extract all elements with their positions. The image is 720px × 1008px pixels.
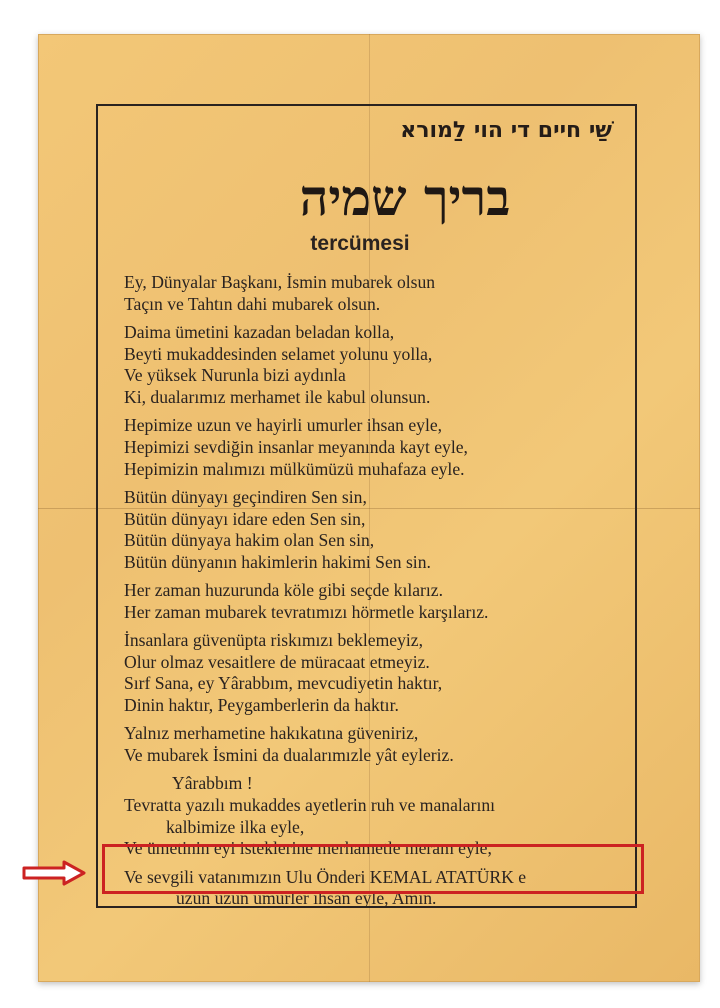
highlighted-line: Ve sevgili vatanımızın Ulu Önderi KEMAL ATATÜRK e	[124, 866, 527, 887]
prayer-text	[124, 272, 630, 916]
verse-line: Ve yüksek Nurunla bizi aydınla	[124, 365, 346, 386]
closing-line: Ve ümetinin eyi isteklerine merhametle meram eyle,	[124, 838, 492, 859]
verse-line: Her zaman huzurunda köle gibi seçde kılarız.	[124, 580, 443, 601]
stanza	[124, 487, 630, 574]
verse-line: Bütün dünyayı idare eden Sen sin,	[124, 508, 366, 529]
right-arrow-icon	[22, 860, 88, 886]
verse-line: Bütün dünyanın hakimlerin hakimi Sen sin.	[124, 551, 431, 572]
stanza	[124, 322, 630, 409]
verse-line: Yalnız merhametine hakıkatına güveniriz,	[124, 723, 419, 744]
hebrew-header-line: שַׁי חיים די הוי לַמורא	[400, 118, 612, 143]
closing-line: kalbimize ilka eyle,	[166, 816, 305, 837]
verse-line: Ve mubarek İsmini da dualarımızle yât eyleriz.	[124, 745, 454, 766]
verse-line: Hepimizin malımızı mülkümüzü muhafaza eyle.	[124, 458, 465, 479]
verse-line: Daima ümetini kazadan beladan kolla,	[124, 321, 395, 342]
highlight-box	[102, 844, 644, 894]
stanza	[124, 580, 630, 623]
verse-line: Her zaman mubarek tevratımızı hörmetle karşılarız.	[124, 601, 489, 622]
highlighted-line: uzun uzun umurler ihsan eyle, Amin.	[176, 888, 437, 909]
verse-line: Beyti mukaddesinden selamet yolunu yolla,	[124, 343, 433, 364]
verse-line: İnsanlara güvenüpta riskımızı beklemeyiz,	[124, 630, 423, 651]
verse-line: Ey, Dünyalar Başkanı, İsmin mubarek olsun	[124, 272, 436, 292]
closing-invocation: Yârabbım !	[172, 773, 253, 794]
stanza	[124, 723, 630, 766]
stanza	[124, 272, 630, 315]
stanza	[124, 415, 630, 480]
verse-line: Sırf Sana, ey Yârabbım, mevcudiyetin haktır,	[124, 673, 443, 694]
verse-line: Hepimizi sevdiğin insanlar meyanında kayt eyle,	[124, 436, 468, 457]
verse-line: Bütün dünyaya hakim olan Sen sin,	[124, 530, 375, 551]
subtitle: tercümesi	[310, 232, 410, 255]
verse-line: Ki, dualarımız merhamet ile kabul olunsun.	[124, 387, 431, 408]
verse-line: Hepimize uzun ve hayirli umurler ihsan eyle,	[124, 415, 443, 436]
verse-line: Dinin haktır, Peygamberlerin da haktır.	[124, 695, 399, 716]
hebrew-title: בריך שמיה	[299, 168, 511, 227]
stanza	[124, 630, 630, 717]
closing-line: Tevratta yazılı mukaddes ayetlerin ruh ve manalarını	[124, 794, 496, 815]
verse-line: Olur olmaz vesaitlere de müracaat etmeyiz.	[124, 651, 430, 672]
verse-line: Bütün dünyayı geçindiren Sen sin,	[124, 486, 367, 507]
verse-line: Taçın ve Tahtın dahi mubarek olsun.	[124, 293, 381, 314]
